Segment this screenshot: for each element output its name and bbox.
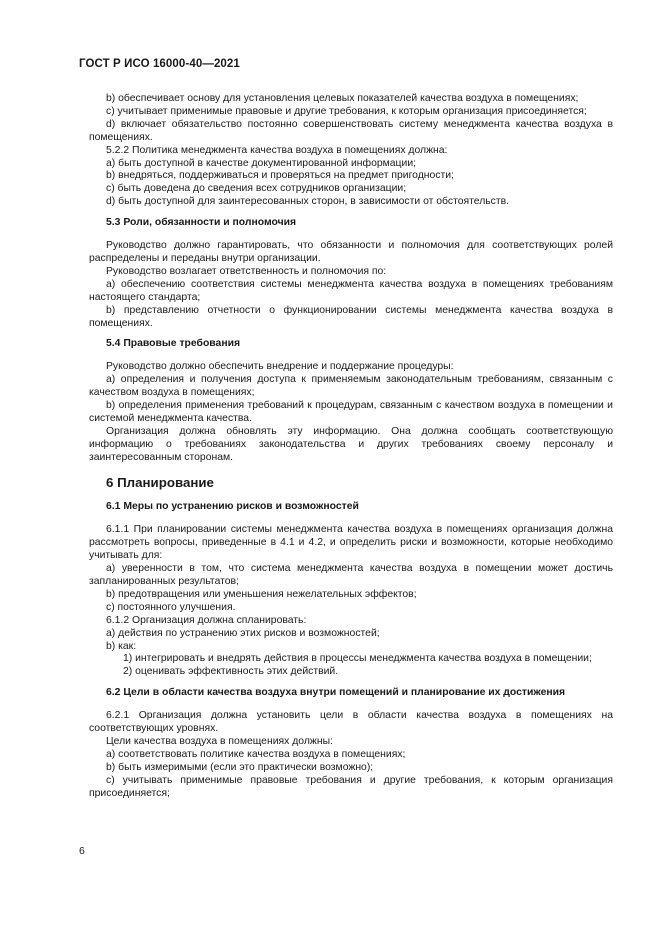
paragraph: c) быть доведена до сведения всех сотрудников организации;	[106, 183, 407, 195]
paragraph: Руководство должно обеспечить внедрение и поддержание процедуры:	[106, 361, 454, 373]
paragraph: 6.2.1 Организация должна установить цели в области качества воздуха в помещениях на соответствующих уровнях.	[89, 710, 613, 735]
paragraph: 2) оценивать эффективность этих действий.	[123, 666, 339, 678]
subsection-heading: 6.2 Цели в области качества воздуха внутри помещений и планирование их достижения	[106, 687, 566, 699]
paragraph: 1) интегрировать и внедрять действия в процессы менеджмента качества воздуха в помещении;	[123, 653, 592, 665]
paragraph: b) обеспечивает основу для установления целевых показателей качества воздуха в помещениях;	[106, 93, 579, 104]
paragraph: c) учитывает применимые правовые и другие требования, к которым организация присоединяется;	[106, 105, 587, 117]
paragraph: b) определения применения требований к процедурам, связанным с качеством воздуха в помещении и системой менеджмента качества.	[89, 400, 613, 424]
paragraph: b) как:	[106, 640, 137, 652]
paragraph: c) учитывать применимые правовые требования и другие требования, к которым организация присоединяется;	[89, 774, 613, 799]
paragraph: a) быть доступной в качестве документированной информации;	[106, 157, 417, 169]
paragraph: Организация должна обновлять эту информацию. Она должна сообщать соответствующую информацию о требованиях законодательства и других требованиях своему персоналу и заинтересованным сторонам.	[89, 425, 613, 463]
paragraph: Цели качества воздуха в помещениях должны:	[106, 735, 333, 747]
subsection-heading: 6.1 Меры по устранению рисков и возможностей	[106, 501, 359, 513]
paragraph: a) действия по устранению этих рисков и возможностей;	[106, 627, 380, 639]
paragraph: 6.1.2 Организация должна спланировать:	[106, 614, 307, 626]
paragraph: b) внедряться, поддерживаться и проверяться на предмет пригодности;	[106, 170, 454, 182]
paragraph: 6.1.1 При планировании системы менеджмента качества воздуха в помещениях организация должна рассмотреть вопросы, приведенные в 4.1 и 4.2, и определить риски и возможности, которые необходимо учитывать для:	[89, 524, 613, 562]
paragraph: d) быть доступной для заинтересованных сторон, в зависимости от обстоятельств.	[106, 196, 510, 208]
paragraph: b) представлению отчетности о функционировании системы менеджмента качества воздуха в помещениях.	[89, 304, 613, 329]
section-heading: 6 Планирование	[106, 474, 214, 490]
subsection-heading: 5.4 Правовые требования	[106, 338, 241, 350]
paragraph: Руководство возлагает ответственность и полномочия по:	[106, 265, 387, 277]
paragraph: 5.2.2 Политика менеджмента качества воздуха в помещениях должна:	[106, 144, 448, 156]
paragraph: a) уверенности в том, что система менеджмента качества воздуха в помещении может достичь запланированных результатов;	[89, 563, 613, 587]
paragraph: a) соответствовать политике качества воздуха в помещениях;	[106, 748, 406, 760]
paragraph: b) предотвращения или уменьшения нежелательных эффектов;	[106, 588, 417, 600]
paragraph: c) постоянного улучшения.	[106, 601, 236, 613]
document-body	[89, 93, 613, 801]
paragraph: b) быть измеримыми (если это практически возможно);	[106, 761, 374, 773]
paragraph: Руководство должно гарантировать, что обязанности и полномочия для соответствующих ролей распределены и переданы внутри организации.	[89, 240, 613, 264]
paragraph: d) включает обязательство постоянно совершенствовать систему менеджмента качества воздуха в помещениях.	[89, 118, 613, 143]
standard-header: ГОСТ Р ИСО 16000-40—2021	[79, 58, 240, 70]
subsection-heading: 5.3 Роли, обязанности и полномочия	[106, 217, 297, 229]
page-number: 6	[79, 846, 85, 857]
paragraph: a) обеспечению соответствия системы менеджмента качества воздуха в помещениях требованиям настоящего стандарта;	[89, 278, 613, 303]
paragraph: a) определения и получения доступа к применяемым законодательным требованиям, связанным с качеством воздуха в помещениях;	[89, 374, 613, 399]
